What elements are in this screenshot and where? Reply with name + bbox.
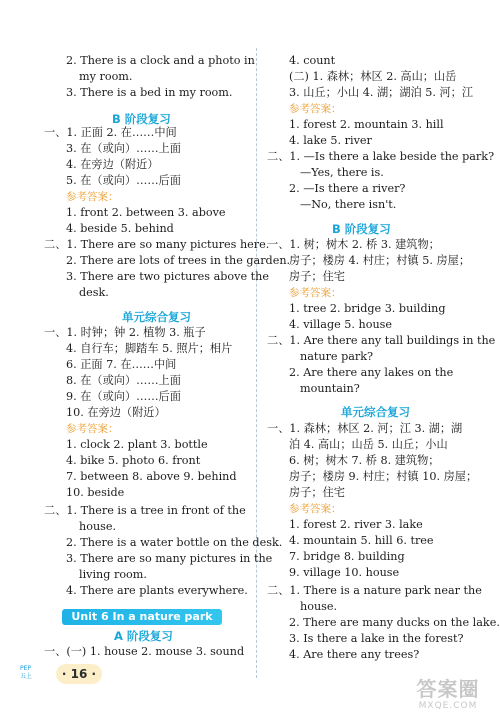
answer-line: 4. lake 5. river (289, 134, 372, 147)
answer-line: 4. Are there any trees? (289, 648, 420, 661)
answer-line: 1. forest 2. mountain 3. hill (289, 118, 444, 131)
answer-line: 2. There are many ducks on the lake. (289, 616, 500, 629)
section-heading: 单元综合复习 (341, 405, 410, 419)
answer-line: 1. clock 2. plant 3. bottle (66, 438, 208, 451)
answer-line: 3. There are so many pictures in the (66, 552, 273, 565)
answer-line: 二、1. Are there any tall buildings in the (267, 334, 496, 347)
answer-line: house. (79, 520, 117, 533)
answer-line: 房子；楼房 4. 村庄；村镇 5. 房屋； (289, 254, 471, 267)
answer-line: 2. There is a water bottle on the desk. (66, 536, 283, 549)
answer-label: 参考答案： (66, 191, 119, 203)
edition-badge (20, 665, 46, 683)
edition-label: PEP (20, 665, 32, 672)
section-heading: A 阶段复习 (114, 629, 173, 643)
answer-line: 4. 自行车；脚踏车 5. 照片；相片 (66, 342, 233, 355)
answer-line: 9. village 10. house (289, 566, 400, 579)
answer-label: 参考答案： (289, 103, 342, 115)
section-heading: 单元综合复习 (122, 310, 191, 324)
answer-line: 4. village 5. house (289, 318, 393, 331)
answer-line: 二、1. There are so many pictures here. (44, 238, 270, 251)
answer-line: 4. bike 5. photo 6. front (66, 454, 201, 467)
answer-line: 9. 在（或向）……后面 (66, 390, 181, 403)
answer-line: 4. There are plants everywhere. (66, 584, 248, 597)
answer-line: 3. There is a bed in my room. (66, 86, 233, 99)
answer-line: my room. (79, 70, 133, 83)
answer-label: 参考答案： (66, 423, 119, 435)
answer-line: 2. There is a clock and a photo in (66, 54, 255, 67)
answer-line: 10. 在旁边（附近） (66, 406, 166, 419)
answer-line: 7. bridge 8. building (289, 550, 405, 563)
section-heading: B 阶段复习 (332, 222, 391, 236)
answer-line: 3. 山丘；小山 4. 湖；湖泊 5. 河；江 (289, 86, 474, 99)
answer-line: 泊 4. 高山；山岳 5. 山丘；小山 (289, 438, 448, 451)
answer-line: 7. between 8. above 9. behind (66, 470, 237, 483)
watermark-line2: MXQE.COM (418, 701, 478, 711)
answer-line: 2. There are lots of trees in the garden. (66, 254, 291, 267)
answer-line: 3. 在（或向）……上面 (66, 142, 181, 155)
answer-line: 4. 在旁边（附近） (66, 158, 159, 171)
answer-line: 6. 正面 7. 在……中间 (66, 358, 177, 371)
answer-line: —No, there isn't. (300, 198, 397, 211)
answer-line: 3. Is there a lake in the forest? (289, 632, 464, 645)
answer-line: 4. mountain 5. hill 6. tree (289, 534, 434, 547)
answer-line: 10. beside (66, 486, 125, 499)
answer-line: nature park? (300, 350, 374, 363)
answer-line: —Yes, there is. (300, 166, 384, 179)
answer-line: 二、1. There is a tree in front of the (44, 504, 246, 517)
answer-line: living room. (79, 568, 147, 581)
answer-line: mountain? (300, 382, 360, 395)
answer-line: 一、1. 正面 2. 在……中间 (44, 126, 177, 139)
page-number: · 16 · (56, 664, 102, 684)
unit-banner: Unit 6 In a nature park (62, 609, 222, 625)
answer-line: 4. count (289, 54, 336, 67)
answer-line: 一、1. 森林；林区 2. 河；江 3. 湖；湖 (267, 422, 463, 435)
answer-line: 6. 树；树木 7. 桥 8. 建筑物； (289, 454, 440, 467)
answer-line: 5. 在（或向）……后面 (66, 174, 181, 187)
answer-line: 一、1. 树；树木 2. 桥 3. 建筑物； (267, 238, 440, 251)
answer-line: 一、1. 时钟；钟 2. 植物 3. 瓶子 (44, 326, 206, 339)
answer-line: 8. 在（或向）……上面 (66, 374, 181, 387)
grade-label: 五上 (20, 673, 33, 680)
answer-line: (二) 1. 森林；林区 2. 高山；山岳 (289, 70, 457, 83)
answer-line: 二、1. —Is there a lake beside the park? (267, 150, 495, 163)
answer-label: 参考答案： (289, 287, 342, 299)
section-heading: B 阶段复习 (112, 112, 171, 126)
answer-line: 2. Are there any lakes on the (289, 366, 454, 379)
answer-label: 参考答案： (289, 503, 342, 515)
answer-line: 2. —Is there a river? (289, 182, 406, 195)
answer-line: 1. front 2. between 3. above (66, 206, 226, 219)
answer-line: 一、(一) 1. house 2. mouse 3. sound (44, 645, 245, 658)
answer-line: 房子；住宅 (289, 270, 345, 283)
column-divider (256, 48, 257, 678)
answer-line: house. (300, 600, 338, 613)
watermark-logo (402, 678, 494, 718)
answer-line: 3. There are two pictures above the (66, 270, 269, 283)
watermark-line1: 答案圈 (416, 677, 480, 701)
answer-line: 房子；楼房 9. 村庄；村镇 10. 房屋； (289, 470, 478, 483)
answer-line: 4. beside 5. behind (66, 222, 174, 235)
answer-line: 1. forest 2. river 3. lake (289, 518, 423, 531)
answer-line: desk. (79, 286, 109, 299)
answer-line: 房子；住宅 (289, 486, 345, 499)
answer-line: 1. tree 2. bridge 3. building (289, 302, 446, 315)
answer-line: 二、1. There is a nature park near the (267, 584, 482, 597)
